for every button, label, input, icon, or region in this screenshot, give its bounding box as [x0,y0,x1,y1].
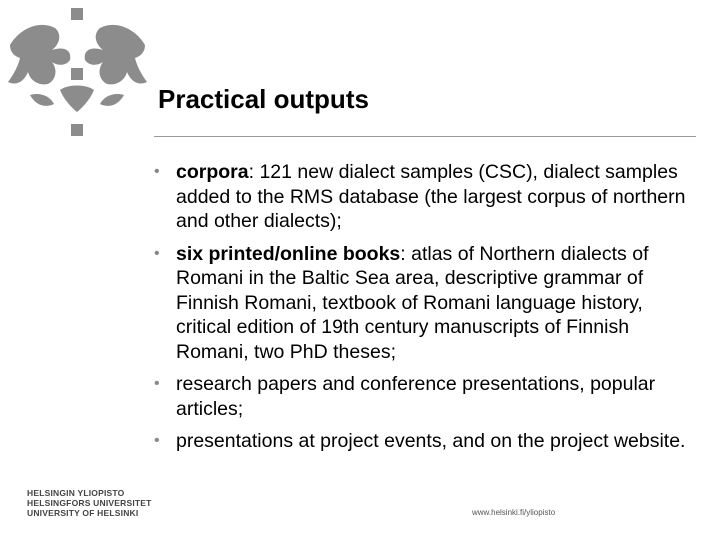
bullet-text: : 121 new dialect samples (CSC), dialect samples added to the RMS database (the largest corpus of northern and other dialects); [176,161,686,232]
bullet-bold-text: six printed/online books [176,242,401,265]
university-name [27,488,152,518]
bullet-text: research papers and conference presentations, popular articles; [176,373,656,420]
title-divider [154,136,696,137]
university-flame-logo [0,0,150,160]
bullet-icon: • [154,244,160,262]
university-name-line: UNIVERSITY OF HELSINKI [27,508,139,518]
university-name-line: HELSINGIN YLIOPISTO [27,488,125,498]
bullet-text: presentations at project events, and on the project website. [176,430,686,452]
slide-title: Practical outputs [158,84,369,114]
bullet-item [154,160,699,234]
bullet-bold-text: corpora [176,161,249,183]
bullet-item [154,372,699,421]
footer-url: www.helsinki.fi/yliopisto [472,508,556,517]
bullet-item [154,242,699,365]
bullet-item [154,429,699,454]
bullet-list [154,160,699,462]
bullet-icon: • [154,163,160,180]
bullet-icon: • [154,375,160,392]
bullet-text: : atlas of Northern dialects of Romani in the Baltic Sea area, descriptive grammar of Finnish Romani, textbook of Romani language history, critical edition of 19th century manuscripts of Finnish Romani, two PhD theses; [176,242,649,363]
bullet-icon: • [154,432,160,449]
university-name-line: HELSINGFORS UNIVERSITET [27,498,152,508]
